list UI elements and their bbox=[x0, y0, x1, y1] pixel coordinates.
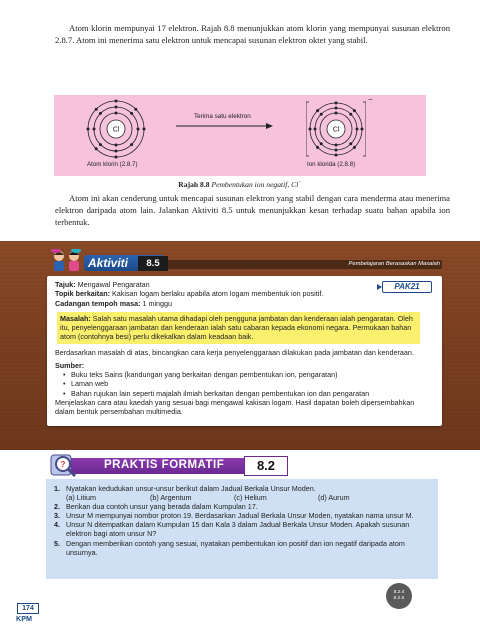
atom-symbol-right: Cl bbox=[332, 126, 340, 134]
atom-symbol-left: Cl bbox=[112, 126, 120, 134]
arrow-label: Terima satu elektron bbox=[194, 113, 251, 120]
question-text: Dengan memberikan contoh yang sesuai, nyatakan pembentukan ion positif dan ion negatif daripada atom unsurnya. bbox=[66, 538, 405, 557]
topik-row bbox=[55, 289, 434, 298]
tajuk-value: Mengawal Pengaratan bbox=[77, 280, 150, 289]
masa-label: Cadangan tempoh masa: bbox=[55, 298, 141, 308]
chloride-ion-diagram bbox=[306, 99, 366, 159]
question-3 bbox=[54, 511, 430, 520]
activity-card bbox=[47, 276, 442, 426]
question-text: Unsur N ditempatkan dalam Kumpulan 15 dan Kala 3 dalam Jadual Berkala Unsur Moden. Apakah susunan elektron bagi atom unsur N? bbox=[66, 520, 410, 539]
chlorine-atom-diagram bbox=[86, 99, 146, 159]
activity-tag: Pembelajaran Berasaskan Masalah bbox=[348, 261, 440, 267]
question-text: Nyatakan kedudukan unsur-unsur berikut dalam Jadual Berkala Unsur Moden. bbox=[66, 484, 316, 493]
sumber-list bbox=[63, 370, 434, 398]
reaction-arrow-icon bbox=[174, 122, 274, 130]
question-number: 3. bbox=[54, 511, 60, 521]
atom-label-left: Atom klorin (2.8.7) bbox=[87, 161, 138, 168]
praktis-banner bbox=[48, 455, 298, 477]
page-number: 174 bbox=[17, 603, 39, 614]
list-item: • Buku teks Sains (kandungan yang berkaitan dengan pembentukan ion, pengaratan) bbox=[63, 370, 434, 379]
praktis-questions bbox=[46, 479, 438, 579]
activity-panel bbox=[0, 241, 480, 450]
svg-text:?: ? bbox=[60, 460, 66, 469]
question-2 bbox=[54, 502, 430, 511]
question-1 bbox=[54, 484, 430, 493]
masa-value: 1 minggu bbox=[142, 298, 173, 308]
masalah-label: Masalah: bbox=[60, 313, 91, 323]
standard-reference-badge bbox=[386, 583, 412, 609]
closing-text: Menjelaskan cara atau kaedah yang sesuai bagi mengawal kakisan logam. Hasil dapatan boleh dipersembahkan dalam bentuk persembahan multimedia. bbox=[55, 397, 415, 417]
activity-number: 8.5 bbox=[138, 256, 168, 271]
instruction-text: Berdasarkan masalah di atas, bincangkan cara kerja penyelenggaraan dilakukan pada jambatan dan kenderaan. bbox=[55, 347, 414, 357]
list-item: • Bahan rujukan lain seperti majalah ilmiah berkaitan dengan pembentukan ion dan pengaratan bbox=[63, 389, 434, 398]
atom-label-right: Ion klorida (2.8.8) bbox=[307, 161, 356, 168]
caption-text: Pembentukan ion negatif, Cl bbox=[211, 180, 299, 189]
option-a: (a) Litium bbox=[66, 493, 96, 503]
praktis-title: PRAKTIS FORMATIF bbox=[104, 459, 225, 471]
students-icon bbox=[48, 249, 86, 271]
option-d: (d) Aurum bbox=[318, 493, 350, 503]
figure-chlorine-ion bbox=[54, 95, 426, 176]
reference-1: 8.2.4 bbox=[393, 590, 405, 595]
caption-number: Rajah 8.8 bbox=[178, 180, 210, 189]
question-number: 4. bbox=[54, 520, 60, 530]
ion-charge: − bbox=[368, 95, 373, 104]
publisher-logo: KPM bbox=[16, 614, 32, 623]
tajuk-label: Tajuk: bbox=[55, 280, 76, 289]
option-c: (c) Helium bbox=[234, 493, 267, 503]
question-number: 5. bbox=[54, 538, 60, 548]
question-1-options bbox=[54, 493, 430, 502]
question-number: 2. bbox=[54, 502, 60, 512]
figure-caption: Rajah 8.8 Pembentukan ion negatif, Cl− bbox=[178, 180, 302, 189]
topik-label: Topik berkaitan: bbox=[55, 289, 110, 299]
activity-banner bbox=[48, 255, 442, 275]
option-b: (b) Argentum bbox=[150, 493, 192, 503]
masalah-box bbox=[57, 312, 420, 344]
reference-2: 8.2.5 bbox=[393, 596, 405, 601]
question-number: 1. bbox=[54, 484, 60, 493]
intro-paragraph: Atom klorin mempunyai 17 elektron. Rajah 8.8 menunjukkan atom klorin yang mempunyai susunan elektron 2.8.7. Atom ini menerima satu elektron untuk mencapai susunan elektron oktet yang stabil. bbox=[55, 23, 450, 46]
topik-value: Kakisan logam berlaku apabila atom logam membentuk ion positif. bbox=[111, 289, 324, 299]
second-paragraph: Atom ini akan cenderung untuk mencapai susunan elektron yang stabil dengan cara menderma atau menerima elektron daripada atom lain. Jalankan Aktiviti 8.5 untuk menunjukkan kesan terhadap suatu bahan apabila ion terbentuk. bbox=[55, 193, 450, 228]
sumber-label: Sumber: bbox=[55, 360, 85, 370]
activity-title: Aktiviti bbox=[88, 256, 129, 270]
magnifier-icon bbox=[48, 451, 78, 479]
pak21-badge: PAK21 bbox=[382, 281, 432, 293]
praktis-number: 8.2 bbox=[244, 456, 288, 476]
list-item: • Laman web bbox=[63, 379, 434, 388]
question-text: Berikan dua contoh unsur yang berada dalam Kumpulan 17. bbox=[66, 502, 258, 512]
question-4 bbox=[54, 520, 430, 538]
question-text: Unsur M mempunyai nombor proton 19. Berdasarkan Jadual Berkala Unsur Moden, nyatakan nama unsur M. bbox=[66, 511, 414, 521]
masalah-text: Salah satu masalah utama dihadapi oleh pengguna jambatan dan kenderaan ialah pengaratan. Oleh itu, penyelenggaraan jambatan dan kenderaan ialah satu cabaran kepada ekonomi negara. Permukaan bahan atom (contohnya besi) perlu dikekalkan dalam keadaan baik. bbox=[60, 313, 413, 342]
question-5 bbox=[54, 539, 430, 557]
masa-row bbox=[55, 299, 434, 308]
